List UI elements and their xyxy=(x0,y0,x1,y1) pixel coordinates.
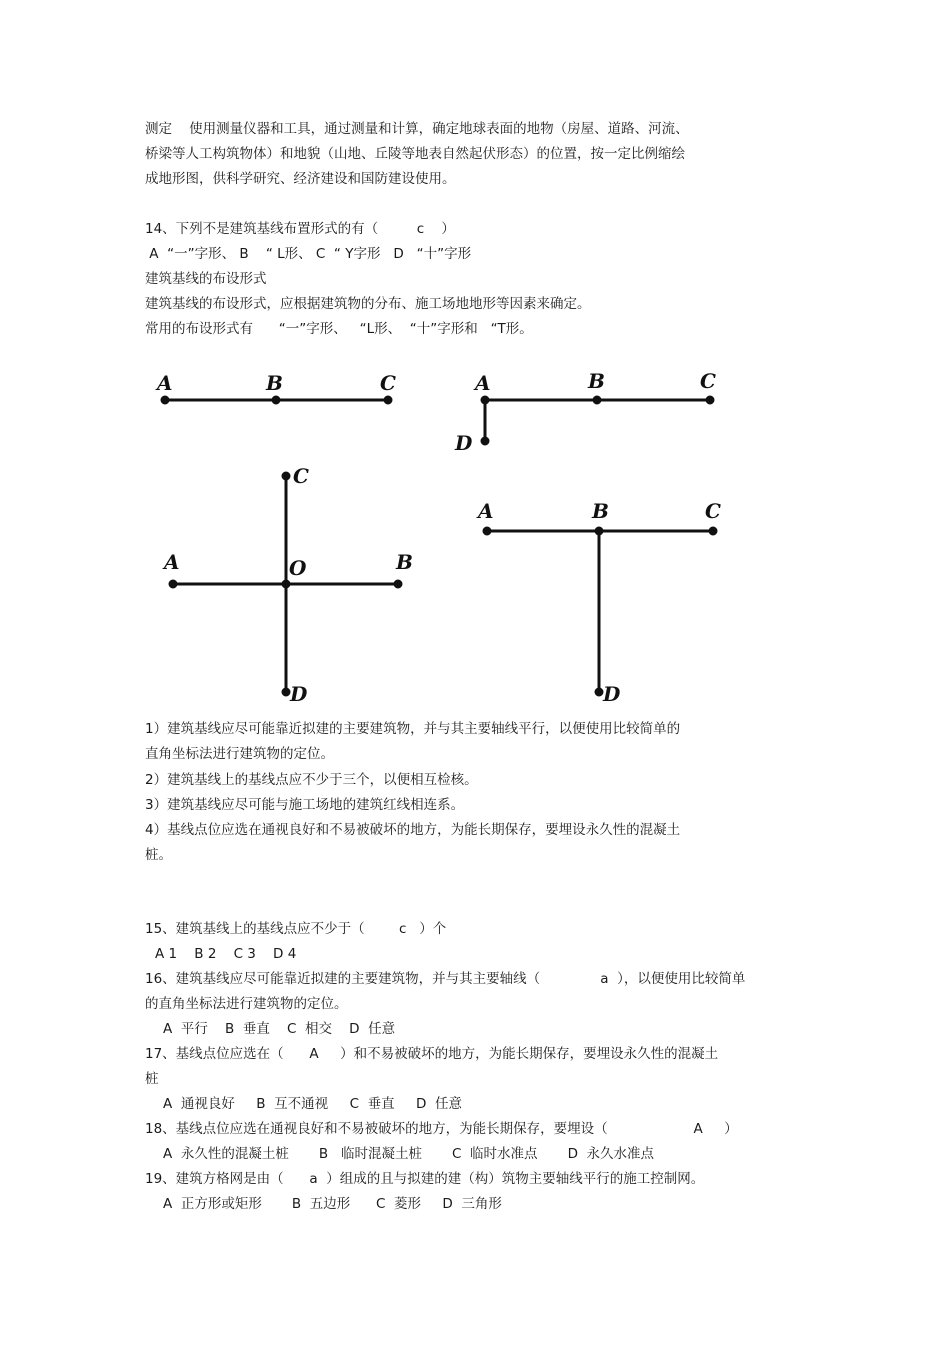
q17-options: A 通视良好 B 互不通视 C 垂直 D 任意 xyxy=(163,1096,463,1112)
label-a: A xyxy=(157,371,173,395)
note-1b: 直角坐标法进行建筑物的定位。 xyxy=(145,746,334,762)
figure-point xyxy=(283,581,289,587)
note-4a: 4）基线点位应选在通视良好和不易被破坏的地方，为能长期保存，要埋设永久性的混凝土 xyxy=(145,822,681,838)
q16-stem-2: 的直角坐标法进行建筑物的定位。 xyxy=(145,996,348,1012)
label-a: A xyxy=(475,371,491,395)
label-b: B xyxy=(588,369,605,393)
q14-options: A “一”字形、 B “ L形、 C “ Y字形 D “十”字形 xyxy=(145,246,472,262)
note-1a: 1）建筑基线应尽可能靠近拟建的主要建筑物，并与其主要轴线平行，以便使用比较简单的 xyxy=(145,721,681,737)
figure-point xyxy=(594,397,600,403)
label-b: B xyxy=(266,371,283,395)
label-c: C xyxy=(705,499,721,523)
label-d: D xyxy=(290,682,308,706)
note-4b: 桩。 xyxy=(145,847,172,863)
figure-point xyxy=(273,397,279,403)
figure-point xyxy=(385,397,391,403)
note-2: 2）建筑基线上的基线点应不少于三个，以便相互检核。 xyxy=(145,772,478,788)
q14-stem: 14、下列不是建筑基线布置形式的有（ c ） xyxy=(145,221,455,237)
q17-stem-2: 桩 xyxy=(145,1071,159,1087)
q15-options: A 1 B 2 C 3 D 4 xyxy=(155,946,297,962)
label-a: A xyxy=(164,550,180,574)
intro-line-3: 成地形图，供科学研究、经济建设和国防建设使用。 xyxy=(145,171,456,187)
label-b: B xyxy=(396,550,413,574)
label-b: B xyxy=(592,499,609,523)
q18-stem: 18、基线点位应选在通视良好和不易被破坏的地方，为能长期保存，要埋设（ A ） xyxy=(145,1121,738,1137)
figure-point xyxy=(710,528,716,534)
label-c: C xyxy=(293,464,309,488)
intro-line-2: 桥梁等人工构筑物体）和地貌（山地、丘陵等地表自然起伏形态）的位置，按一定比例缩绘 xyxy=(145,146,685,162)
label-c: C xyxy=(700,369,716,393)
figure-point xyxy=(596,528,602,534)
baseline-text-2: 常用的布设形式有 “一”字形、 “L形、 “十”字形和 “T形。 xyxy=(145,321,533,337)
figure-point xyxy=(482,438,488,444)
q19-options: A 正方形或矩形 B 五边形 C 菱形 D 三角形 xyxy=(163,1196,502,1212)
note-3: 3）建筑基线应尽可能与施工场地的建筑红线相连系。 xyxy=(145,797,465,813)
figure-point xyxy=(707,397,713,403)
figure-point xyxy=(596,689,602,695)
q18-options: A 永久性的混凝土桩 B 临时混凝土桩 C 临时水准点 D 永久水准点 xyxy=(163,1146,655,1162)
baseline-text-1: 建筑基线的布设形式，应根据建筑物的分布、施工场地地形等因素来确定。 xyxy=(145,296,591,312)
q17-stem-1: 17、基线点位应选在（ A ）和不易被破坏的地方，为能长期保存，要埋设永久性的混凝土 xyxy=(145,1046,719,1062)
figure-point xyxy=(283,473,289,479)
figure-point xyxy=(484,528,490,534)
label-a: A xyxy=(478,499,494,523)
baseline-heading: 建筑基线的布设形式 xyxy=(145,271,267,287)
label-d: D xyxy=(603,682,621,706)
label-o: O xyxy=(289,556,307,580)
figure-point xyxy=(162,397,168,403)
figure-point xyxy=(482,397,488,403)
figure-point xyxy=(283,689,289,695)
intro-line-1: 测定 使用测量仪器和工具，通过测量和计算，确定地球表面的地物（房屋、道路、河流、 xyxy=(145,121,689,137)
q19-stem: 19、建筑方格网是由（ a ）组成的且与拟建的建（构）筑物主要轴线平行的施工控制网。 xyxy=(145,1171,705,1187)
label-d: D xyxy=(455,431,473,455)
q16-options: A 平行 B 垂直 C 相交 D 任意 xyxy=(163,1021,396,1037)
figure-point xyxy=(170,581,176,587)
q15-stem: 15、建筑基线上的基线点应不少于（ c ）个 xyxy=(145,921,447,937)
figure-point xyxy=(395,581,401,587)
label-c: C xyxy=(380,371,396,395)
q16-stem-1: 16、建筑基线应尽可能靠近拟建的主要建筑物，并与其主要轴线（ a ），以便使用比较简单 xyxy=(145,971,746,987)
